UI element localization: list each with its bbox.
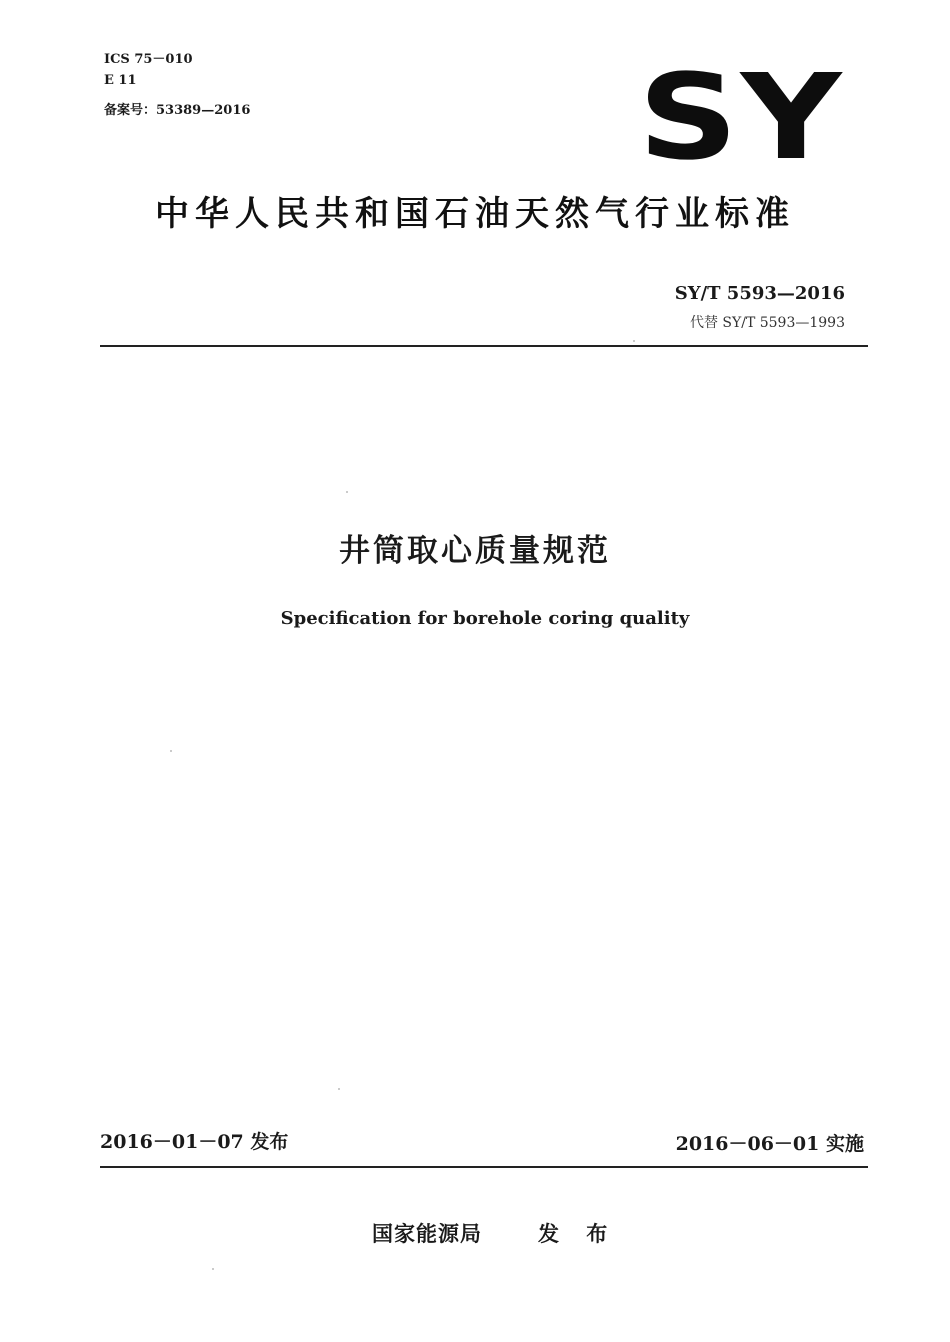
standard-number: SY/T 5593—2016 — [674, 283, 845, 304]
scan-speck — [170, 750, 172, 752]
ics-code: ICS 75－010 — [104, 52, 193, 67]
issuing-authority: 国家能源局 — [372, 1222, 482, 1246]
registration-number: 备案号：53389—2016 — [104, 103, 251, 118]
implementation-date: 2016－06－01 实施 — [675, 1133, 864, 1155]
document-title-english: Specification for borehole coring quality — [280, 608, 690, 629]
issue-action: 发 布 — [538, 1222, 618, 1246]
issue-date: 2016－01－07 发布 — [100, 1131, 289, 1153]
scan-speck — [346, 491, 348, 493]
industry-standard-title: 中华人民共和国石油天然气行业标准 — [155, 194, 795, 234]
classification-code: E 11 — [104, 73, 137, 88]
replaces-standard: 代替 SY/T 5593—1993 — [689, 315, 845, 331]
document-title-chinese: 井筒取心质量规范 — [339, 533, 611, 569]
sy-logo: SY — [638, 48, 844, 186]
bottom-divider — [100, 1166, 868, 1168]
scan-speck — [338, 1088, 340, 1090]
scan-speck — [633, 340, 635, 342]
top-divider — [100, 345, 868, 347]
scan-speck — [212, 1268, 214, 1270]
